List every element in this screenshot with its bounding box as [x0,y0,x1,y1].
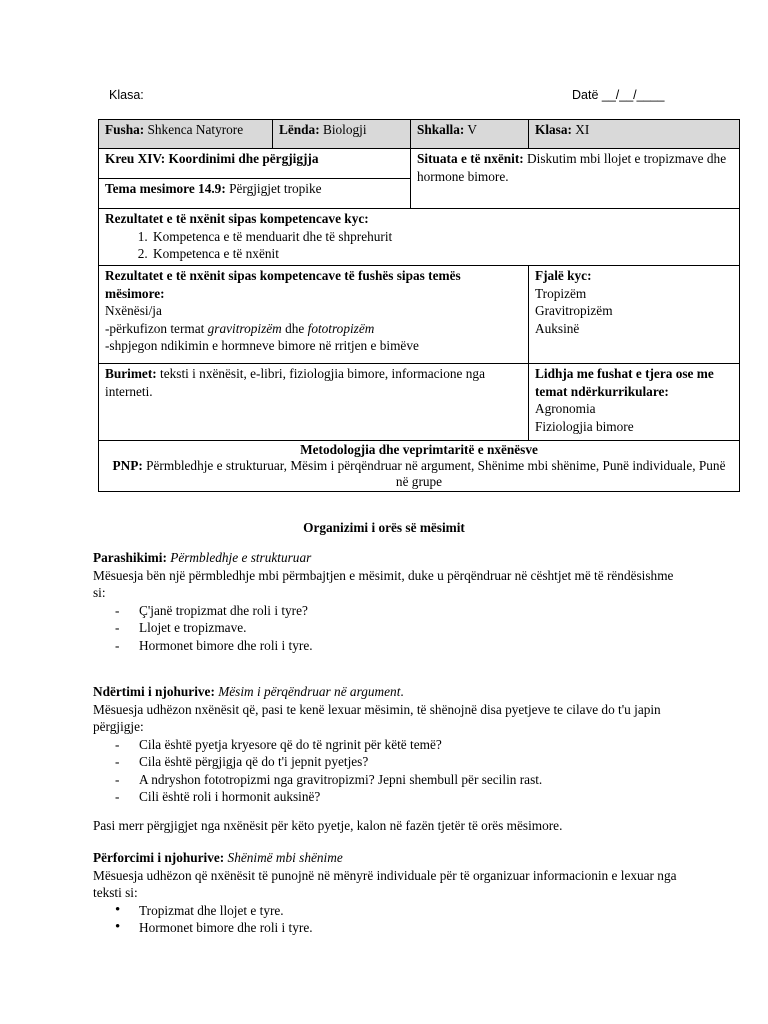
list-item: - Cila është pyetja kryesore që do të ngrinit për këtë temë? [115,736,683,754]
parashikimi-section: Parashikimi: Përmbledhje e strukturuar Mësuesja bën një përmbledhje mbi përmbajtjen e mësimit, duke u përqëndruar në cështjet më të rëndësishme si: - Ç'janë tropizmat dhe roli i tyre? - Llojet e tropizmave. - Hormonet bimore dhe roli i tyre. [93,549,683,654]
rezultatet-fushes-cell: Rezultatet e të nxënit sipas kompetencave të fushës sipas temës mësimore: Nxënësi/ja -përkufizon termat gravitropizëm dhe fototropizëm -shpjegon ndikimin e hormneve bimore në rritjen e bimëve [99,266,529,364]
list-item: - Ç'janë tropizmat dhe roli i tyre? [115,602,683,620]
kyc-item: 2. Kompetenca e të nxënit [151,245,733,263]
list-item: - A ndryshon fototropizmi nga gravitropizmi? Jepni shembull për secilin rast. [115,771,683,789]
lenda-cell: Lënda: Biologji [273,120,411,149]
fusha-cell: Fusha: Shkenca Natyrore [99,120,273,149]
fjale-kyc-cell: Fjalë kyc: Tropizëm Gravitropizëm Auksinë [529,266,740,364]
lidhja-cell: Lidhja me fushat e tjera ose me temat ndërkurrikulare: Agronomia Fiziologjia bimore [529,364,740,441]
klasa-cell: Klasa: XI [529,120,740,149]
list-item: - Cila është përgjigja që do t'i jepnit pyetjes? [115,753,683,771]
situata-cell: Situata e të nxënit: Diskutim mbi llojet e tropizmave dhe hormone bimore. [411,149,740,209]
perforcimi-section: Përforcimi i njohurive: Shënimë mbi shënime Mësuesja udhëzon që nxënësit të punojnë në mënyrë individuale për të organizuar informacionin e lexuar nga teksti si: • Tropizmat dhe llojet e tyre. • Hormonet bimore dhe roli i tyre. [93,849,683,937]
list-item: - Cili është roli i hormonit auksinë? [115,788,683,806]
list-item: • Hormonet bimore dhe roli i tyre. [115,919,683,937]
lesson-plan-table [98,119,740,492]
burimet-cell: Burimet: teksti i nxënësit, e-libri, fiziologjia bimore, informacione nga interneti. [99,364,529,441]
klasa-label: Klasa: [109,88,144,102]
list-item: - Hormonet bimore dhe roli i tyre. [115,637,683,655]
kreu-cell: Kreu XIV: Koordinimi dhe përgjigjja [99,149,411,179]
rezultatet-kyc-cell: Rezultatet e të nxënit sipas kompetencave kyc: 1. Kompetenca e të menduarit dhe të shprehurit 2. Kompetenca e të nxënit [99,209,740,266]
list-item: - Llojet e tropizmave. [115,619,683,637]
organizimi-title: Organizimi i orës së mësimit [303,520,465,535]
tema-cell: Tema mesimore 14.9: Përgjigjet tropike [99,179,411,209]
shkalla-cell: Shkalla: V [411,120,529,149]
date-label: Datë __/__/____ [572,88,665,102]
list-item: • Tropizmat dhe llojet e tyre. [115,902,683,920]
kyc-item: 1. Kompetenca e të menduarit dhe të shprehurit [151,228,733,246]
metodologjia-cell: Metodologjia dhe veprimtaritë e nxënësve PNP: Përmbledhje e strukturuar, Mësim i përqëndruar në argument, Shënime mbi shënime, Punë individuale, Punë në grupe [99,441,740,492]
ndertimi-section: Ndërtimi i njohurive: Mësim i përqëndruar në argument. Mësuesja udhëzon nxënësit që, pasi te kenë lexuar mësimin, të shënojnë disa pyetjeve te cilave do t'u japin përgjigje: - Cila është pyetja kryesore që do të ngrinit për këtë temë? - Cila është përgjigja që do t'i jepnit pyetjes? - A ndryshon fototropizmi nga gravitropizmi? Jepni shembull për secilin rast. - Cili është roli i hormonit auksinë? Pasi merr përgjigjet nga nxënësit për këto pyetje, kalon në fazën tjetër të orës mësimore. [93,683,683,834]
